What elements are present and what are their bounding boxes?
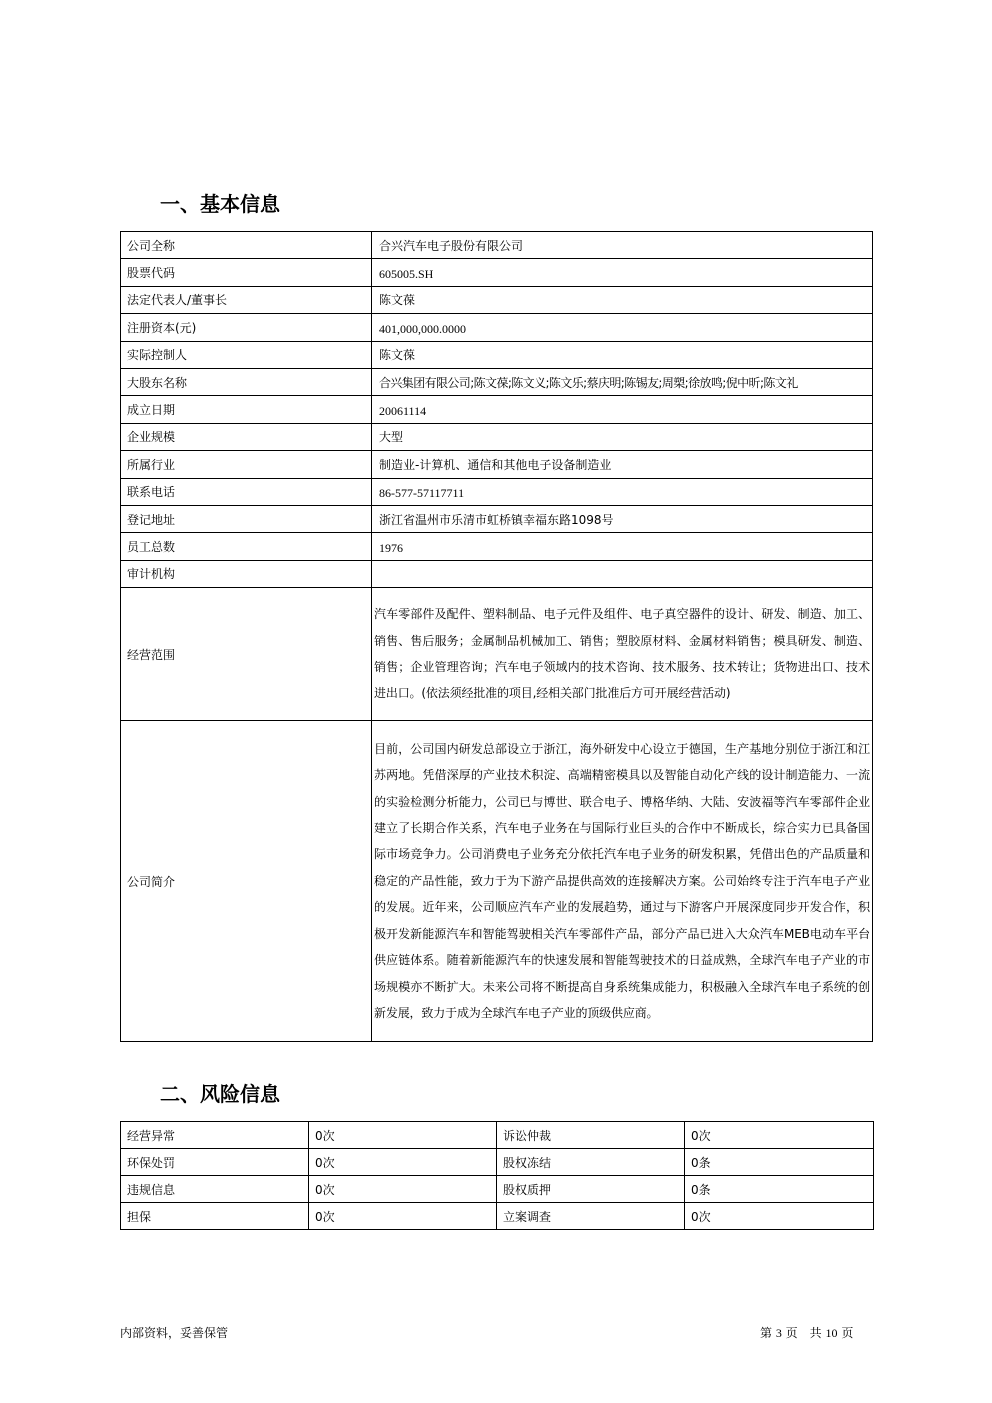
row-value: 合兴集团有限公司;陈文葆;陈文义;陈文乐;蔡庆明;陈锡友;周槊;徐放鸣;倪中昕;陈文礼 — [372, 368, 873, 395]
stock-code-value: 605005.SH — [379, 267, 434, 282]
table-row — [121, 368, 873, 395]
table-row — [121, 314, 873, 341]
table-row — [121, 505, 873, 532]
page-mid: 页 共 — [785, 1326, 822, 1340]
table-row — [121, 341, 873, 368]
table-row — [121, 232, 873, 259]
company-intro-text: 目前，公司国内研发总部设立于浙江，海外研发中心设立于德国，生产基地分别位于浙江和江苏两地。凭借深厚的产业技术积淀、高端精密模具以及智能自动化产线的设计制造能力、一流的实验检测分析能力，公司已与博世、联合电子、博格华纳、大陆、安波福等汽车零部件企业建立了长期合作关系，汽车电子业务在与国际行业巨头的合作中不断成长，综合实力已具备国际市场竞争力。公司消费电子业务充分依托汽车电子业务的研发积累，凭借出色的产品质量和稳定的产品性能，致力于为下游产品提供高效的连接解决方案。公司始终专注于汽车电子产业的发展。近年来，公司顺应汽车产业的发展趋势，通过与下游客户开展深度同步开发合作，积极开发新能源汽车和智能驾驶相关汽车零部件产品，部分产品已进入大众汽车MEB电动车平台供应链体系。随着新能源汽车的快速发展和智能驾驶技术的日益成熟，全球汽车电子产业的市场规模亦不断扩大。未来公司将不断提高自身系统集成能力，积极融入全球汽车电子系统的创新发展，致力于成为全球汽车电子产业的顶级供应商。 — [372, 721, 873, 1042]
registered-capital-value: 401,000,000.0000 — [379, 321, 466, 336]
row-value — [372, 478, 873, 505]
page-total: 10 — [825, 1326, 838, 1340]
row-value — [372, 259, 873, 286]
business-scope-text: 汽车零部件及配件、塑料制品、电子元件及组件、电子真空器件的设计、研发、制造、加工、销售、售后服务；金属制品机械加工、销售；塑胶原材料、金属材料销售；模具研发、制造、销售；企业管理咨询；汽车电子领域内的技术咨询、技术服务、技术转让；货物进出口、技术进出口。(依法须经批准的项目,经相关部门批准后方可开展经营活动) — [372, 588, 873, 721]
phone-value: 86-577-57117711 — [379, 486, 465, 501]
risk-value: 0次 — [309, 1149, 497, 1176]
table-row — [121, 451, 873, 478]
table-row — [121, 423, 873, 450]
footer-page-number — [760, 1325, 853, 1341]
row-value — [372, 396, 873, 423]
risk-value: 0次 — [309, 1122, 497, 1149]
risk-label: 股权冻结 — [497, 1149, 685, 1176]
risk-label: 违规信息 — [121, 1176, 309, 1203]
row-label: 实际控制人 — [121, 341, 372, 368]
section-title-risk-info: 二、风险信息 — [160, 1082, 280, 1106]
page-suffix: 页 — [841, 1326, 854, 1340]
employee-count-value: 1976 — [379, 540, 403, 555]
table-row — [121, 560, 873, 587]
table-row — [121, 721, 873, 1042]
row-value — [372, 560, 873, 587]
table-row — [121, 259, 873, 286]
risk-value: 0条 — [685, 1176, 874, 1203]
row-value — [372, 314, 873, 341]
risk-label: 诉讼仲裁 — [497, 1122, 685, 1149]
risk-label: 环保处罚 — [121, 1149, 309, 1176]
row-label: 经营范围 — [121, 588, 372, 721]
risk-label: 股权质押 — [497, 1176, 685, 1203]
table-row — [121, 1149, 874, 1176]
row-value: 陈文葆 — [372, 286, 873, 313]
table-row — [121, 533, 873, 560]
risk-info-table — [120, 1121, 874, 1230]
row-label: 注册资本(元) — [121, 314, 372, 341]
risk-value: 0次 — [309, 1176, 497, 1203]
row-label: 审计机构 — [121, 560, 372, 587]
basic-info-table — [120, 231, 873, 1042]
risk-value: 0次 — [309, 1203, 497, 1230]
page-current: 3 — [775, 1326, 782, 1340]
table-row — [121, 286, 873, 313]
section-title-basic-info: 一、基本信息 — [160, 192, 280, 216]
table-row — [121, 1122, 874, 1149]
row-label: 员工总数 — [121, 533, 372, 560]
row-label: 所属行业 — [121, 451, 372, 478]
page-prefix: 第 — [760, 1326, 773, 1340]
row-label: 企业规模 — [121, 423, 372, 450]
founding-date-value: 20061114 — [379, 404, 427, 419]
row-label: 公司全称 — [121, 232, 372, 259]
row-label: 联系电话 — [121, 478, 372, 505]
row-label: 股票代码 — [121, 259, 372, 286]
risk-label: 担保 — [121, 1203, 309, 1230]
table-row — [121, 396, 873, 423]
row-value: 合兴汽车电子股份有限公司 — [372, 232, 873, 259]
row-value: 陈文葆 — [372, 341, 873, 368]
risk-value: 0条 — [685, 1149, 874, 1176]
row-value: 大型 — [372, 423, 873, 450]
row-label: 法定代表人/董事长 — [121, 286, 372, 313]
risk-value: 0次 — [685, 1122, 874, 1149]
table-row — [121, 1176, 874, 1203]
table-row — [121, 588, 873, 721]
footer-confidential-note: 内部资料，妥善保管 — [120, 1326, 229, 1340]
risk-value: 0次 — [685, 1203, 874, 1230]
table-row — [121, 478, 873, 505]
risk-label: 立案调查 — [497, 1203, 685, 1230]
row-label: 大股东名称 — [121, 368, 372, 395]
row-label: 登记地址 — [121, 505, 372, 532]
table-row — [121, 1203, 874, 1230]
row-value: 制造业-计算机、通信和其他电子设备制造业 — [372, 451, 873, 478]
row-label: 公司简介 — [121, 721, 372, 1042]
row-value: 浙江省温州市乐清市虹桥镇幸福东路1098号 — [372, 505, 873, 532]
row-label: 成立日期 — [121, 396, 372, 423]
row-value — [372, 533, 873, 560]
risk-label: 经营异常 — [121, 1122, 309, 1149]
